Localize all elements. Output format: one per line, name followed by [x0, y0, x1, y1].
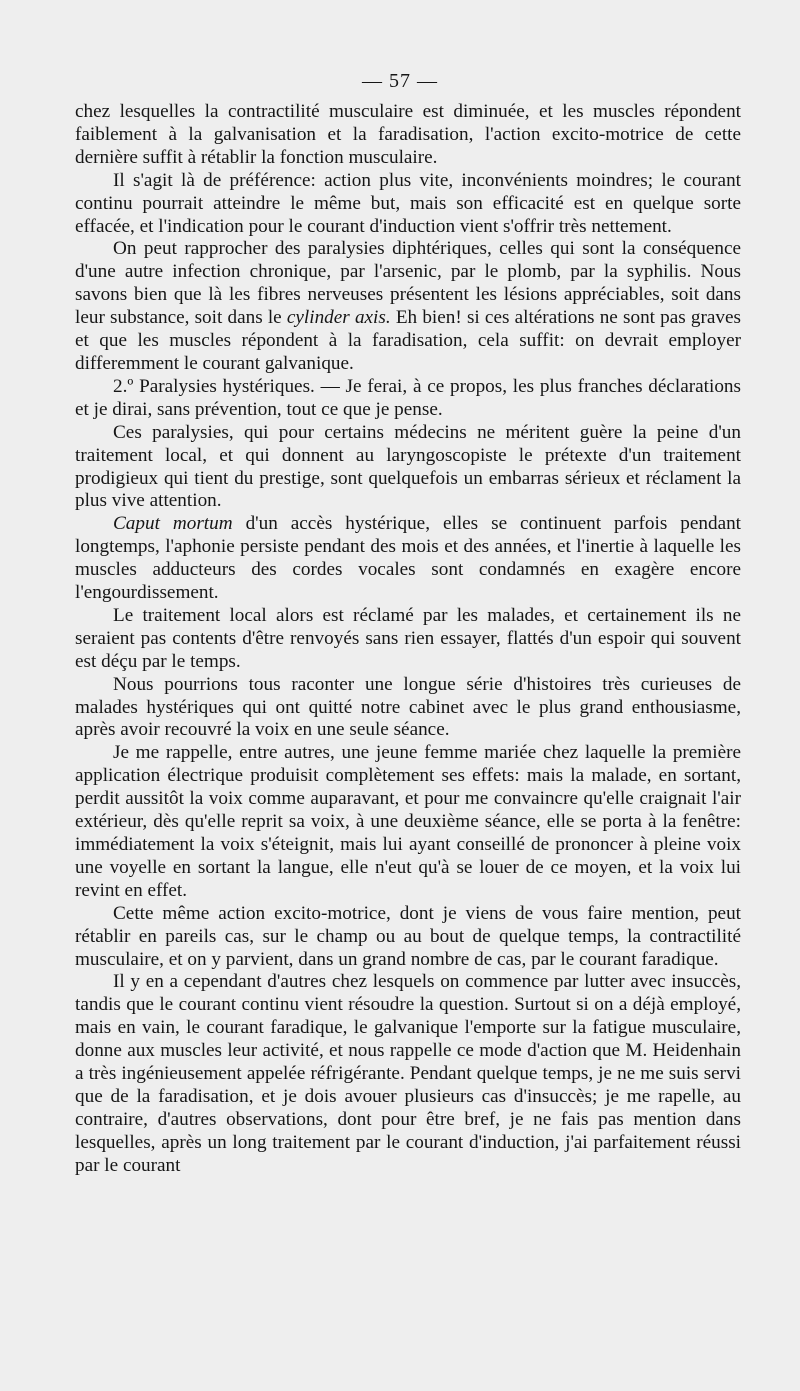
paragraph-continuation: chez lesquelles la contractilité musculaire est diminuée, et les muscles répondent faiblement à la galvanisation et la faradisation, l'action excito-motrice de cette dernière suffit à rétablir la fonction musculaire. [75, 101, 741, 168]
paragraph-histoires: Nous pourrions tous raconter une longue série d'histoires très curieuses de malades hystériques qui ont quitté notre cabinet avec le plus grand enthousiasme, après avoir recouvré la voix en une seule séance. [75, 673, 741, 741]
italic-caput-mortum: Caput mortum [113, 513, 233, 535]
paragraph-jeune-femme: Je me rappelle, entre autres, une jeune femme mariée chez laquelle la première application électrique produisit complètement ses effets: mais la malade, en sortant, perdit aussitôt la voix comme auparavant, et pour me convaincre qu'elle craignait l'air extérieur, dès qu'elle reprit sa voix, à une deuxième séance, elle se porta à la fenêtre: immédiatement la voix s'éteignit, mais lui ayant conseillé de prononcer à pleine voix une voyelle en sortant la langue, elle n'eut qu'à se louer de ce moyen, et la voix lui revint en effet. [75, 742, 741, 901]
paragraph-diphteriques: On peut rapprocher des paralysies diphtériques, celles qui sont la conséquence d'une autre infection chronique, par l'arsenic, par le plomb, par la syphilis. Nous savons bien que là les fibres nerveuses présentent les lésions appréciables, soit dans leur substance, soit dans le cylinder axis. Eh bien! si ces altérations ne sont pas graves et que les muscles répondent à la faradisation, cela suffit: on devrait employer differemment le courant galvanique. [75, 238, 742, 374]
paragraph-preference: Il s'agit là de préférence: action plus vite, inconvénients moindres; le courant continu pourrait atteindre le même but, mais son efficacité est en quelque sorte effacée, et l'indication pour le courant d'induction vient s'offrir très nettement. [75, 169, 741, 237]
page-number: — 57 — [362, 70, 438, 92]
paragraph-caput-mortum: Caput mortum d'un accès hystérique, elles se continuent parfois pendant longtemps, l'aphonie persiste pendant des mois et des années, et l'inertie à laquelle les muscles adducteurs des cordes vocales sont condamnés en exagère encore l'engourdissement. [75, 513, 742, 604]
body-text [75, 101, 741, 1178]
paragraph-traitement-local: Le traitement local alors est réclamé par les malades, et certainement ils ne seraient pas contents d'être renvoyés sans rien essayer, flattés d'un espoir qui souvent est déçu par le temps. [75, 604, 741, 672]
paragraph-hysteriques: 2.º Paralysies hystériques. — Je ferai, à ce propos, les plus franches déclarations et je dirai, sans prévention, tout ce que je pense. [75, 375, 741, 420]
italic-cylinder-axis: cylinder axis. [286, 307, 391, 329]
paragraph-action-excito: Cette même action excito-motrice, dont je viens de vous faire mention, peut rétablir en pareils cas, sur le champ ou au bout de quelque temps, la contractilité musculaire, et on y parvient, dans un grand nombre de cas, par le courant faradique. [75, 902, 741, 970]
paragraph-medecins: Ces paralysies, qui pour certains médecins ne méritent guère la peine d'un traitement local, et qui donnent au laryngoscopiste le prétexte d'un traitement prodigieux qui tient du prestige, sont quelquefois un embarras sérieux et réclament la plus vive attention. [75, 421, 741, 512]
paragraph-insucces: Il y en a cependant d'autres chez lesquels on commence par lutter avec insuccès, tandis que le courant continu vient résoudre la question. Surtout si on a déjà employé, mais en vain, le courant faradique, le galvanique l'emporte sur la fatigue musculaire, donne aux muscles leur activité, et nous rappelle ce mode d'action que M. Heidenhain a très ingénieusement appelée réfrigérante. Pendant quelque temps, je ne me suis servi que de la faradisation, et je dois avouer plusieurs cas d'insuccès; je me rapelle, au contraire, d'autres observations, dont pour être bref, je ne fais pas mention dans lesquelles, après un long traitement par le courant d'induction, j'ai parfaitement réussi par le courant [75, 971, 741, 1176]
